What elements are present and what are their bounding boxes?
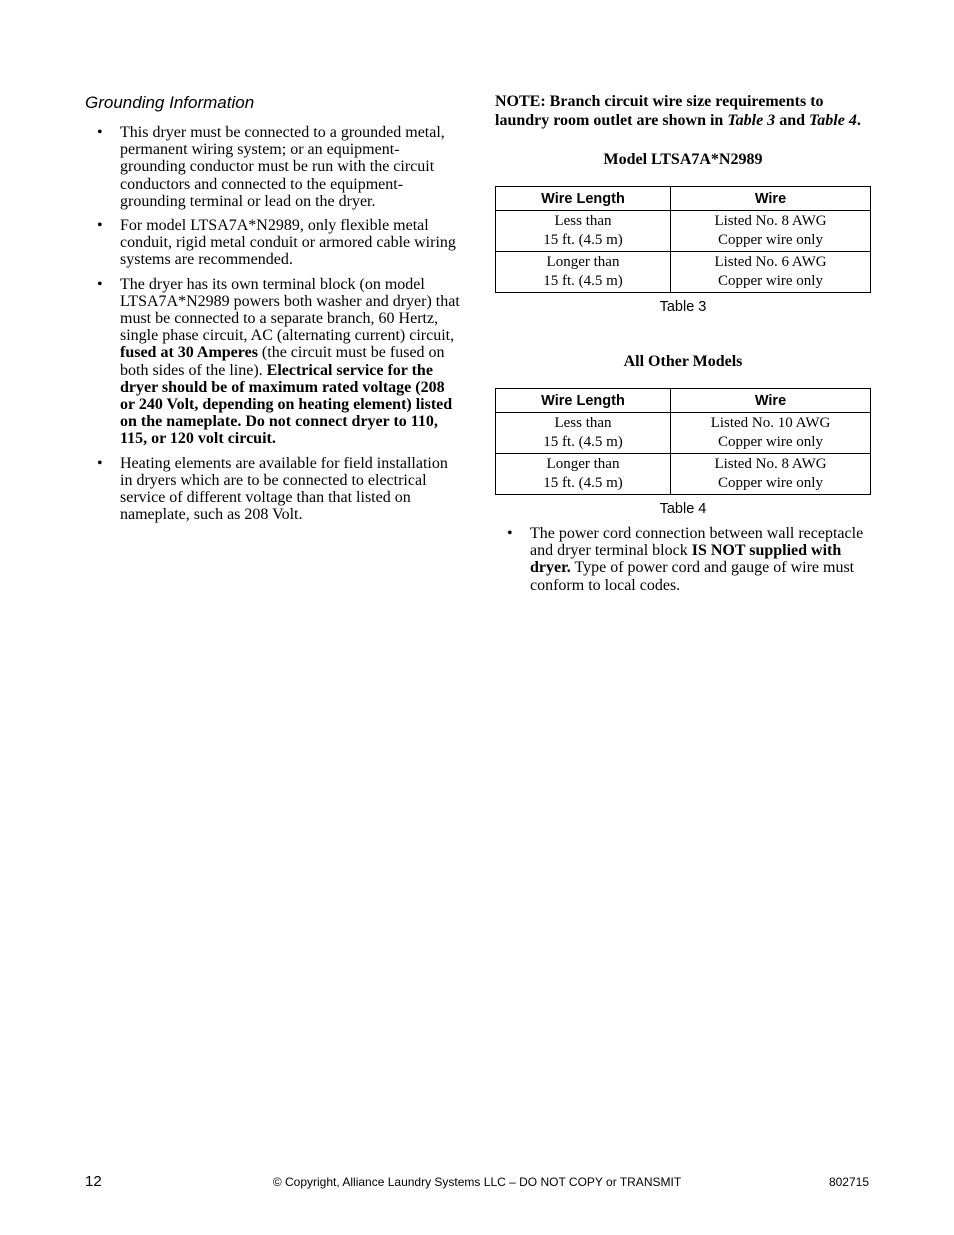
cell-line: Copper wire only [718,433,823,450]
bullet-bold-text: Electrical service for the dryer should be of maximum rated voltage (208 or 240 Volt, depending on heating element) listed on the nameplate. Do not connect dryer to 110, 115, or 120 volt circuit. [120,361,453,448]
bullet-marker: • [97,124,103,141]
table-cell-length [496,211,671,252]
cell-line: Less than [554,213,612,229]
power-cord-bullet-list [495,525,871,594]
table3-header-row [496,187,871,211]
bullet-text: The power cord connection between wall receptacle and dryer terminal block [530,525,864,560]
table3-label: Table 3 [659,299,707,315]
bullet-marker: • [507,525,513,542]
note-paragraph [495,92,871,130]
cell-line: 15 ft. (4.5 m) [543,433,623,450]
table4-title: All Other Models [623,353,743,370]
note-table3-ref: Table 3 [727,112,776,129]
cell-line: Copper wire only [718,474,823,491]
cell-line: 15 ft. (4.5 m) [543,231,623,248]
table-cell-length [496,252,671,293]
list-item [495,525,871,594]
cell-line: Listed No. 8 AWG [714,456,827,472]
right-column [495,92,871,601]
bullet-text: For model LTSA7A*N2989, only flexible metal conduit, rigid metal conduit or armored cable wiring systems are recommended. [120,217,456,269]
table-cell-wire [671,454,871,495]
cell-line: 15 ft. (4.5 m) [543,272,623,289]
table-cell-wire [671,252,871,293]
cell-line: Copper wire only [718,231,823,248]
cell-line: Less than [554,415,612,431]
cell-line: 15 ft. (4.5 m) [543,474,623,491]
bullet-text: This dryer must be connected to a grounded metal, permanent wiring system; or an equipment-grounding conductor must be run with the circuit conductors and connected to the equipment-grounding terminal or lead on the dryer. [120,124,445,210]
table-cell-wire [671,211,871,252]
list-item [85,455,460,524]
cell-line: Longer than [546,456,620,472]
table-row [496,454,871,495]
bullet-text: The dryer has its own terminal block (on model LTSA7A*N2989 powers both washer and dryer) that must be connected to a separate branch, 60 Hertz, single phase circuit, AC (alternating current) circuit, [120,275,460,345]
section-heading: Grounding Information [85,93,255,112]
note-text: NOTE: Branch circuit wire size requirements to laundry room outlet are shown in [495,93,824,129]
page-number: 12 [85,1173,102,1190]
table4-header-wire: Wire [671,389,871,413]
cell-line: Listed No. 8 AWG [714,213,827,229]
bullet-bold-text: IS NOT supplied with dryer. [530,542,842,577]
table-cell-wire [671,413,871,454]
grounding-bullet-list [85,124,460,523]
bullet-marker: • [97,275,103,293]
table4 [495,388,871,495]
cell-line: Longer than [546,254,620,270]
table3-header-wire: Wire [671,187,871,211]
table-row [496,211,871,252]
table-cell-length [496,454,671,495]
table3 [495,186,871,293]
bullet-marker: • [97,217,103,235]
table-cell-length [496,413,671,454]
table-row [496,413,871,454]
note-end: . [856,112,861,129]
list-item [85,276,460,448]
table4-header-row [496,389,871,413]
cell-line: Copper wire only [718,272,823,289]
bullet-text: (the circuit must be fused on both sides of the line). [120,344,445,379]
table4-header-wire-length: Wire Length [496,389,671,413]
table3-header-wire-length: Wire Length [496,187,671,211]
cell-line: Listed No. 10 AWG [710,415,831,431]
table-row [496,252,871,293]
table3-title: Model LTSA7A*N2989 [603,151,763,168]
note-and: and [775,112,809,129]
list-item [85,217,460,269]
bullet-text: Heating elements are available for field installation in dryers which are to be connected to electrical service of different voltage than that listed on nameplate, such as 208 Volt. [120,454,448,524]
bullet-text: Type of power cord and gauge of wire must conform to local codes. [530,559,855,594]
note-table4-ref: Table 4 [808,112,857,129]
table4-label: Table 4 [659,501,707,517]
bullet-marker: • [97,454,103,472]
left-column [85,92,460,530]
bullet-bold-text: fused at 30 Amperes [120,344,258,362]
document-number: 802715 [828,1175,869,1189]
cell-line: Listed No. 6 AWG [714,254,827,270]
list-item [85,124,460,210]
copyright-notice: © Copyright, Alliance Laundry Systems LLC – DO NOT COPY or TRANSMIT [272,1175,682,1189]
